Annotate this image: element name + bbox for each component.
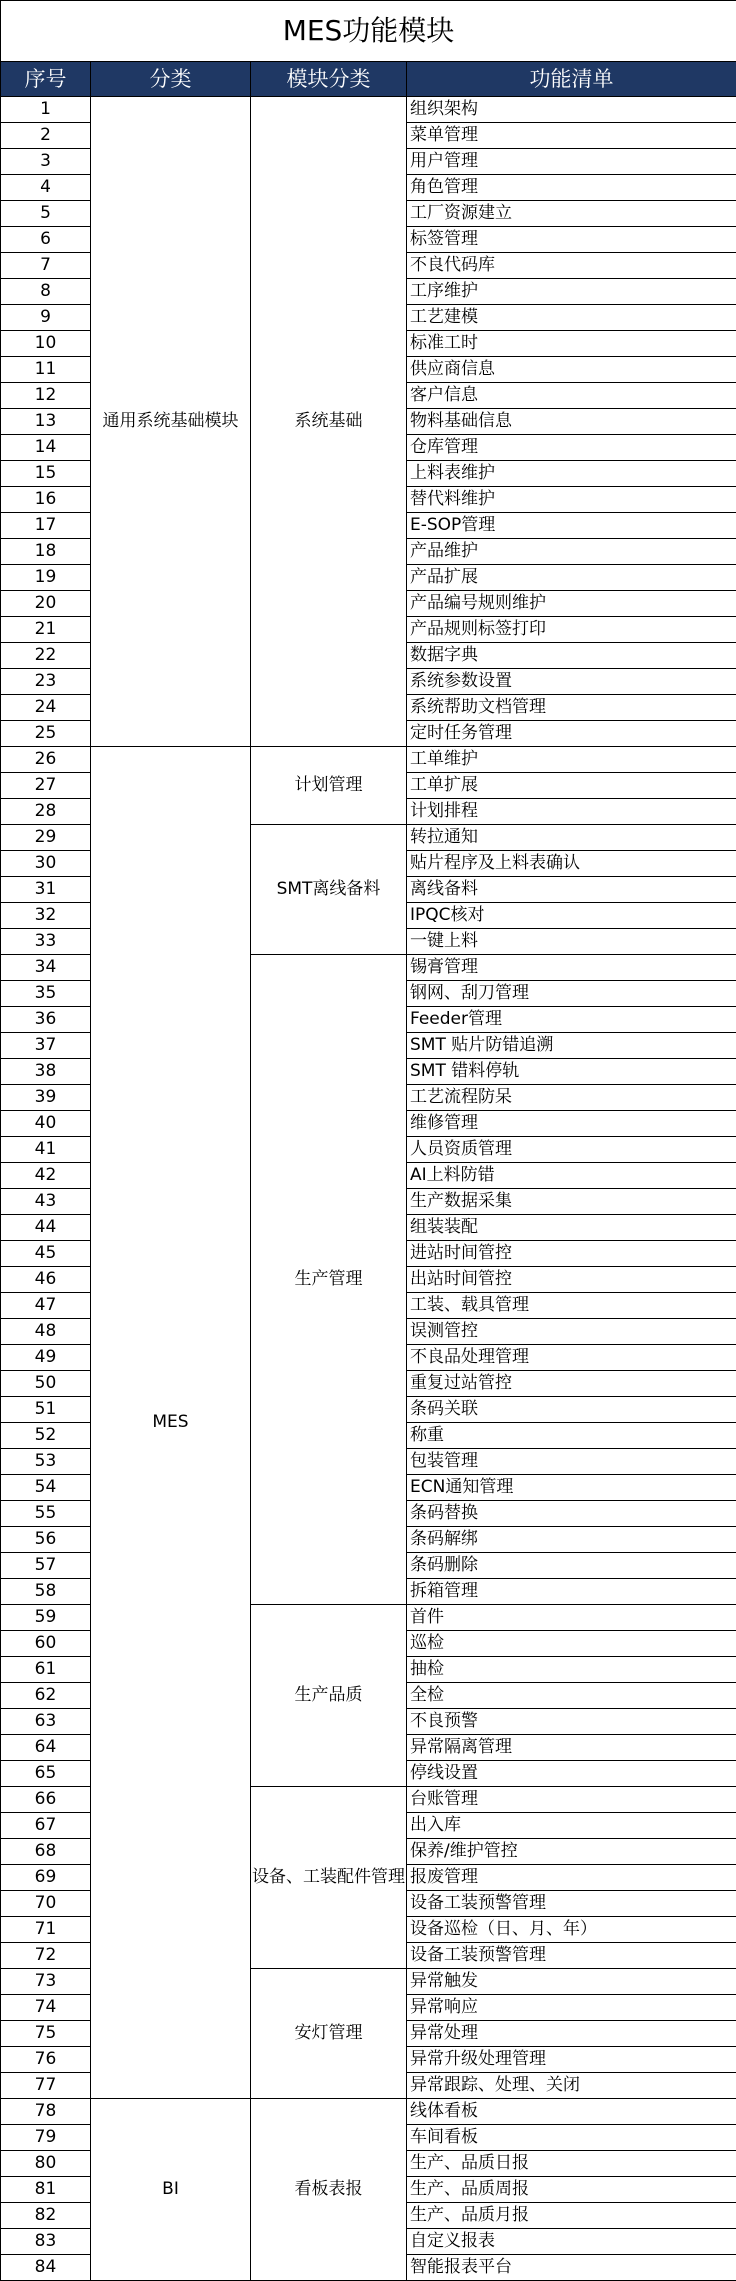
row-number: 46 [1, 1267, 91, 1293]
row-number: 15 [1, 461, 91, 487]
row-number: 53 [1, 1449, 91, 1475]
function-item: 客户信息 [407, 383, 736, 409]
row-number: 63 [1, 1709, 91, 1735]
row-number: 30 [1, 851, 91, 877]
row-number: 75 [1, 2021, 91, 2047]
function-item: 生产、品质日报 [407, 2151, 736, 2177]
function-item: 用户管理 [407, 149, 736, 175]
function-item: 工序维护 [407, 279, 736, 305]
row-number: 40 [1, 1111, 91, 1137]
function-item: 异常触发 [407, 1969, 736, 1995]
row-number: 29 [1, 825, 91, 851]
row-number: 71 [1, 1917, 91, 1943]
header-module: 模块分类 [251, 62, 407, 97]
row-number: 21 [1, 617, 91, 643]
function-item: 出入库 [407, 1813, 736, 1839]
function-item: 产品维护 [407, 539, 736, 565]
row-number: 66 [1, 1787, 91, 1813]
row-number: 45 [1, 1241, 91, 1267]
row-number: 32 [1, 903, 91, 929]
row-number: 57 [1, 1553, 91, 1579]
row-number: 24 [1, 695, 91, 721]
module-cell: 生产品质 [251, 1605, 407, 1787]
module-cell: SMT离线备料 [251, 825, 407, 955]
function-item: 工装、载具管理 [407, 1293, 736, 1319]
row-number: 70 [1, 1891, 91, 1917]
row-number: 36 [1, 1007, 91, 1033]
function-item: 产品规则标签打印 [407, 617, 736, 643]
function-item: 抽检 [407, 1657, 736, 1683]
function-item: 数据字典 [407, 643, 736, 669]
category-cell: 通用系统基础模块 [91, 97, 251, 747]
row-number: 5 [1, 201, 91, 227]
function-item: 工厂资源建立 [407, 201, 736, 227]
row-number: 19 [1, 565, 91, 591]
function-item: 首件 [407, 1605, 736, 1631]
header-category: 分类 [91, 62, 251, 97]
function-item: 巡检 [407, 1631, 736, 1657]
function-item: 不良预警 [407, 1709, 736, 1735]
function-item: 一键上料 [407, 929, 736, 955]
function-item: SMT 贴片防错追溯 [407, 1033, 736, 1059]
row-number: 59 [1, 1605, 91, 1631]
function-item: 锡膏管理 [407, 955, 736, 981]
function-item: 上料表维护 [407, 461, 736, 487]
function-item: 系统参数设置 [407, 669, 736, 695]
row-number: 43 [1, 1189, 91, 1215]
row-number: 18 [1, 539, 91, 565]
function-item: 组织架构 [407, 97, 736, 123]
function-item: 异常隔离管理 [407, 1735, 736, 1761]
function-item: 条码关联 [407, 1397, 736, 1423]
function-item: 组装装配 [407, 1215, 736, 1241]
function-item: 生产、品质周报 [407, 2177, 736, 2203]
row-number: 12 [1, 383, 91, 409]
function-item: 维修管理 [407, 1111, 736, 1137]
function-item: 进站时间管控 [407, 1241, 736, 1267]
row-number: 78 [1, 2099, 91, 2125]
row-number: 55 [1, 1501, 91, 1527]
row-number: 69 [1, 1865, 91, 1891]
function-item: 拆箱管理 [407, 1579, 736, 1605]
function-item: 报废管理 [407, 1865, 736, 1891]
row-number: 49 [1, 1345, 91, 1371]
row-number: 44 [1, 1215, 91, 1241]
function-item: 工艺流程防呆 [407, 1085, 736, 1111]
table-body [1, 97, 736, 2281]
row-number: 28 [1, 799, 91, 825]
row-number: 47 [1, 1293, 91, 1319]
table-row [1, 97, 736, 123]
function-item: SMT 错料停轨 [407, 1059, 736, 1085]
function-item: 重复过站管控 [407, 1371, 736, 1397]
row-number: 31 [1, 877, 91, 903]
function-item: AI上料防错 [407, 1163, 736, 1189]
function-item: 设备工装预警管理 [407, 1943, 736, 1969]
function-item: 异常跟踪、处理、关闭 [407, 2073, 736, 2099]
row-number: 16 [1, 487, 91, 513]
function-item: 人员资质管理 [407, 1137, 736, 1163]
function-item: 停线设置 [407, 1761, 736, 1787]
function-item: IPQC核对 [407, 903, 736, 929]
row-number: 74 [1, 1995, 91, 2021]
function-item: 全检 [407, 1683, 736, 1709]
row-number: 58 [1, 1579, 91, 1605]
function-item: 计划排程 [407, 799, 736, 825]
header-no: 序号 [1, 62, 91, 97]
module-cell: 设备、工装配件管理 [251, 1787, 407, 1969]
row-number: 7 [1, 253, 91, 279]
function-item: 仓库管理 [407, 435, 736, 461]
function-item: 包装管理 [407, 1449, 736, 1475]
function-item: 工单维护 [407, 747, 736, 773]
row-number: 39 [1, 1085, 91, 1111]
row-number: 33 [1, 929, 91, 955]
function-item: 生产数据采集 [407, 1189, 736, 1215]
row-number: 51 [1, 1397, 91, 1423]
module-cell: 计划管理 [251, 747, 407, 825]
function-item: 产品编号规则维护 [407, 591, 736, 617]
category-cell: MES [91, 747, 251, 2099]
function-item: 不良品处理管理 [407, 1345, 736, 1371]
row-number: 17 [1, 513, 91, 539]
row-number: 72 [1, 1943, 91, 1969]
row-number: 4 [1, 175, 91, 201]
function-item: 替代料维护 [407, 487, 736, 513]
function-item: ECN通知管理 [407, 1475, 736, 1501]
row-number: 73 [1, 1969, 91, 1995]
function-item: 不良代码库 [407, 253, 736, 279]
row-number: 6 [1, 227, 91, 253]
function-item: 离线备料 [407, 877, 736, 903]
row-number: 1 [1, 97, 91, 123]
row-number: 77 [1, 2073, 91, 2099]
row-number: 27 [1, 773, 91, 799]
row-number: 41 [1, 1137, 91, 1163]
row-number: 64 [1, 1735, 91, 1761]
row-number: 37 [1, 1033, 91, 1059]
function-item: 智能报表平台 [407, 2255, 736, 2281]
module-cell: 生产管理 [251, 955, 407, 1605]
module-cell: 系统基础 [251, 97, 407, 747]
row-number: 52 [1, 1423, 91, 1449]
function-item: 生产、品质月报 [407, 2203, 736, 2229]
function-item: 条码删除 [407, 1553, 736, 1579]
row-number: 35 [1, 981, 91, 1007]
function-item: 设备工装预警管理 [407, 1891, 736, 1917]
row-number: 62 [1, 1683, 91, 1709]
row-number: 3 [1, 149, 91, 175]
function-item: 角色管理 [407, 175, 736, 201]
function-item: 定时任务管理 [407, 721, 736, 747]
row-number: 10 [1, 331, 91, 357]
row-number: 54 [1, 1475, 91, 1501]
row-number: 83 [1, 2229, 91, 2255]
row-number: 48 [1, 1319, 91, 1345]
function-item: 贴片程序及上料表确认 [407, 851, 736, 877]
function-item: 条码替换 [407, 1501, 736, 1527]
function-item: 设备巡检（日、月、年） [407, 1917, 736, 1943]
row-number: 81 [1, 2177, 91, 2203]
row-number: 22 [1, 643, 91, 669]
row-number: 38 [1, 1059, 91, 1085]
row-number: 34 [1, 955, 91, 981]
row-number: 11 [1, 357, 91, 383]
row-number: 80 [1, 2151, 91, 2177]
category-cell: BI [91, 2099, 251, 2281]
function-item: 系统帮助文档管理 [407, 695, 736, 721]
function-item: 标签管理 [407, 227, 736, 253]
row-number: 79 [1, 2125, 91, 2151]
row-number: 9 [1, 305, 91, 331]
function-item: 保养/维护管控 [407, 1839, 736, 1865]
function-item: 条码解绑 [407, 1527, 736, 1553]
function-item: 误测管控 [407, 1319, 736, 1345]
function-item: 异常升级处理管理 [407, 2047, 736, 2073]
row-number: 68 [1, 1839, 91, 1865]
function-item: 称重 [407, 1423, 736, 1449]
function-item: 菜单管理 [407, 123, 736, 149]
row-number: 82 [1, 2203, 91, 2229]
header-row [1, 62, 736, 97]
table-row [1, 747, 736, 773]
function-item: 转拉通知 [407, 825, 736, 851]
function-item: 车间看板 [407, 2125, 736, 2151]
function-item: E-SOP管理 [407, 513, 736, 539]
row-number: 42 [1, 1163, 91, 1189]
row-number: 65 [1, 1761, 91, 1787]
function-item: 异常处理 [407, 2021, 736, 2047]
function-item: 出站时间管控 [407, 1267, 736, 1293]
function-item: 异常响应 [407, 1995, 736, 2021]
row-number: 8 [1, 279, 91, 305]
row-number: 2 [1, 123, 91, 149]
row-number: 20 [1, 591, 91, 617]
function-item: 标准工时 [407, 331, 736, 357]
function-item: Feeder管理 [407, 1007, 736, 1033]
row-number: 14 [1, 435, 91, 461]
row-number: 84 [1, 2255, 91, 2281]
row-number: 61 [1, 1657, 91, 1683]
table-row [1, 2099, 736, 2125]
function-item: 工单扩展 [407, 773, 736, 799]
module-cell: 看板表报 [251, 2099, 407, 2281]
module-cell: 安灯管理 [251, 1969, 407, 2099]
function-item: 线体看板 [407, 2099, 736, 2125]
function-item: 自定义报表 [407, 2229, 736, 2255]
header-function: 功能清单 [407, 62, 736, 97]
row-number: 67 [1, 1813, 91, 1839]
row-number: 60 [1, 1631, 91, 1657]
row-number: 76 [1, 2047, 91, 2073]
function-item: 产品扩展 [407, 565, 736, 591]
row-number: 26 [1, 747, 91, 773]
row-number: 56 [1, 1527, 91, 1553]
row-number: 23 [1, 669, 91, 695]
function-item: 供应商信息 [407, 357, 736, 383]
row-number: 13 [1, 409, 91, 435]
function-item: 工艺建模 [407, 305, 736, 331]
function-item: 物料基础信息 [407, 409, 736, 435]
function-item: 钢网、刮刀管理 [407, 981, 736, 1007]
table-title: MES功能模块 [1, 1, 736, 62]
row-number: 50 [1, 1371, 91, 1397]
row-number: 25 [1, 721, 91, 747]
function-item: 台账管理 [407, 1787, 736, 1813]
